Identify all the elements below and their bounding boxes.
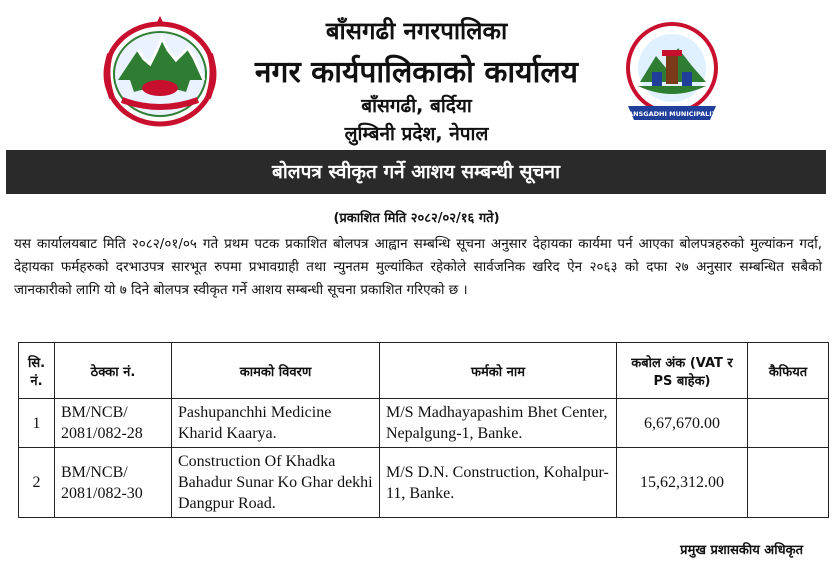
table-row	[19, 448, 829, 518]
cell-contract: BM/NCB/ 2081/082-30	[55, 448, 172, 518]
notice-title: बोलपत्र स्वीकृत गर्ने आशय सम्बन्धी सूचना	[6, 150, 826, 194]
cell-amount: 6,67,670.00	[617, 399, 748, 448]
municipality-name: बाँसगढी नगरपालिका	[325, 17, 508, 45]
col-header-amount: कबोल अंक (VAT र PS बाहेक)	[617, 343, 748, 399]
table-header-row	[19, 343, 829, 399]
office-location: बाँसगढी, बर्दिया	[361, 95, 472, 117]
office-name: नगर कार्यपालिकाको कार्यालय	[254, 55, 579, 90]
cell-remarks	[748, 448, 829, 518]
cell-firm: M/S D.N. Construction, Kohalpur-11, Banke.	[380, 448, 617, 518]
logo-caption: BANSGADHI MUNICIPALITY	[623, 110, 721, 118]
col-header-description: कामको विवरण	[172, 343, 380, 399]
letterhead	[0, 0, 833, 150]
signatory-title: प्रमुख प्रशासकीय अधिकृत	[680, 543, 803, 558]
col-header-sn: सि. नं.	[19, 343, 55, 399]
province-name: लुम्बिनी प्रदेश, नेपाल	[344, 123, 489, 145]
cell-remarks	[748, 399, 829, 448]
cell-sn: 1	[19, 399, 55, 448]
cell-description: Construction Of Khadka Bahadur Sunar Ko Ghar dekhi Dangpur Road.	[172, 448, 380, 518]
notice-body: यस कार्यालयबाट मिति २०८२/०१/०५ गते प्रथम पटक प्रकाशित बोलपत्र आह्वान सम्बन्धि सूचना अनुसार देहायका कार्यमा पर्न आएका बोलपत्रहरुको मुल्यांकन गर्दा, देहायका फर्महरुको दरभाउपत्र सारभूत रुपमा प्रभावग्राही तथा न्युनतम मुल्यांकित रहेकोले सार्वजनिक खरिद ऐन २०६३ को दफा २७ अनुसार सम्बन्धित सबैको जानकारीको लागि यो ७ दिने बोलपत्र स्वीकृत गर्ने आशय सम्बन्धी सूचना प्रकाशित गरिएको छ ।	[14, 236, 822, 298]
col-header-remarks: कैफियत	[748, 343, 829, 399]
bid-table	[18, 342, 829, 518]
table-row	[19, 399, 829, 448]
cell-sn: 2	[19, 448, 55, 518]
cell-amount: 15,62,312.00	[617, 448, 748, 518]
col-header-contract: ठेक्का नं.	[55, 343, 172, 399]
municipality-logo	[622, 20, 722, 128]
cell-contract: BM/NCB/ 2081/082-28	[55, 399, 172, 448]
col-header-firm: फर्मको नाम	[380, 343, 617, 399]
cell-description: Pashupanchhi Medicine Kharid Kaarya.	[172, 399, 380, 448]
published-date: (प्रकाशित मिति २०८२/०२/१६ गते)	[333, 211, 500, 226]
cell-firm: M/S Madhayapashim Bhet Center, Nepalgung-1, Banke.	[380, 399, 617, 448]
